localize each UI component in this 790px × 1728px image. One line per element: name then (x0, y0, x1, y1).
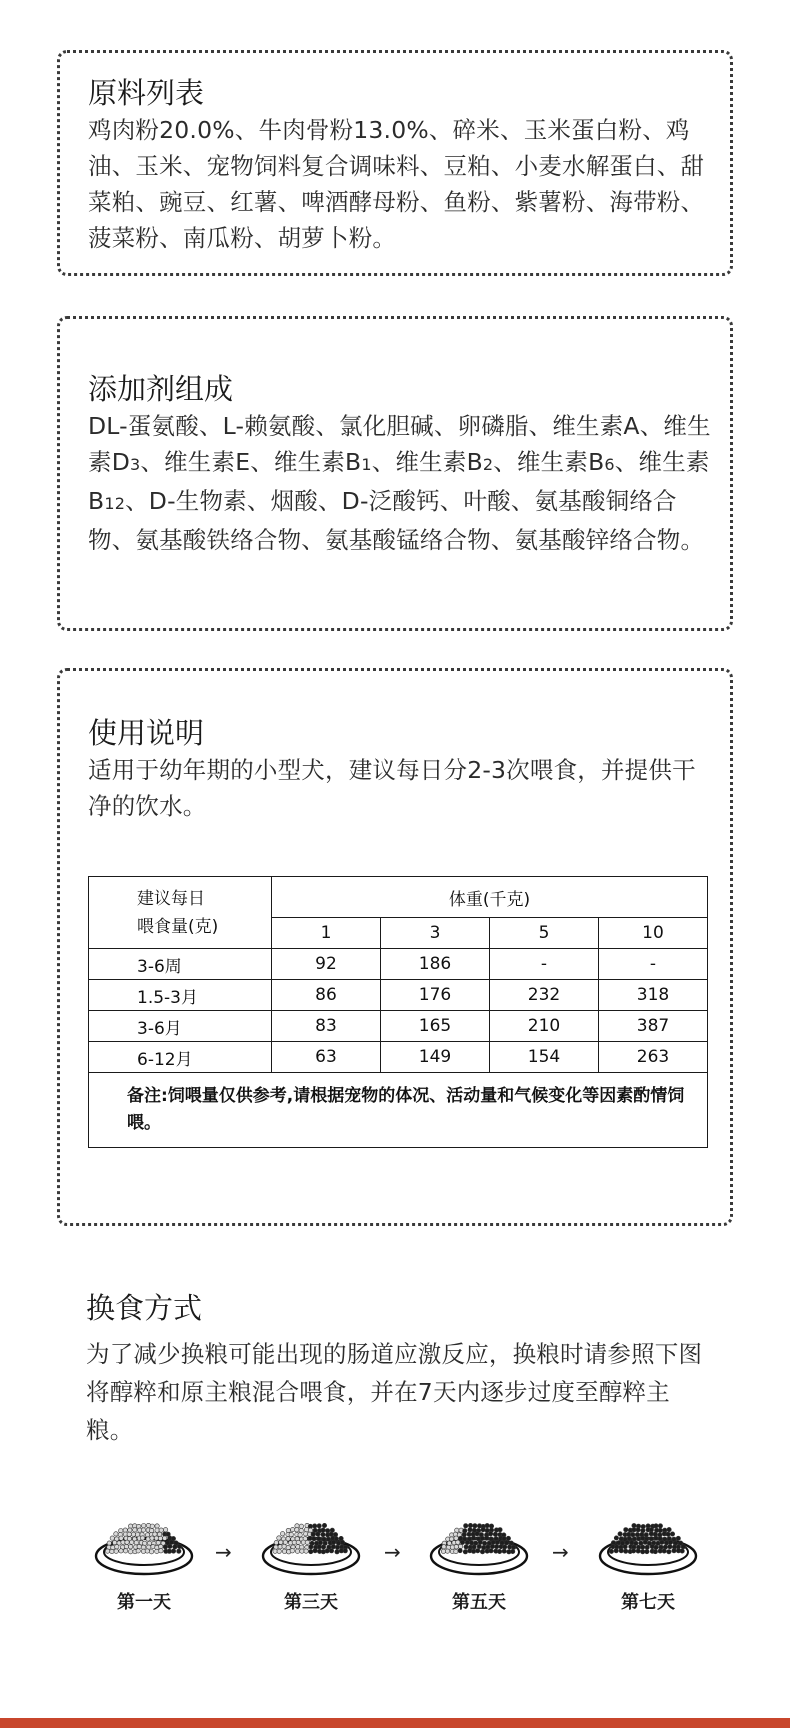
value-cell: 186 (381, 949, 490, 980)
kibble-old (303, 1532, 307, 1536)
kibble-new (654, 1536, 658, 1540)
kibble-new (609, 1549, 613, 1553)
kibble-new (635, 1532, 639, 1536)
kibble-new (490, 1544, 494, 1548)
kibble-new (318, 1541, 322, 1545)
table-note: 备注:饲喂量仅供参考,请根据宠物的体况、活动量和气候变化等因素酌情饲喂。 (89, 1073, 708, 1148)
kibble-old (125, 1540, 129, 1544)
kibble-new (619, 1549, 623, 1553)
additives-text-part: 、维生素B (493, 448, 605, 476)
kibble-new (631, 1532, 635, 1536)
value-cell: 176 (381, 980, 490, 1011)
kibble-old (128, 1550, 132, 1554)
weight-cell: 5 (490, 918, 599, 949)
table-note-row (89, 1073, 708, 1148)
kibble-old (130, 1540, 134, 1544)
transition-title: 换食方式 (86, 1291, 203, 1325)
kibble-new (495, 1540, 499, 1544)
kibble-new (680, 1549, 684, 1553)
kibble-new (312, 1537, 316, 1541)
kibble-new (475, 1532, 479, 1536)
kibble-old (277, 1536, 281, 1540)
kibble-new (482, 1545, 486, 1549)
kibble-old (458, 1544, 462, 1548)
kibble-new (321, 1528, 325, 1532)
ingredients-title: 原料列表 (88, 76, 205, 110)
stage-day-1 (89, 1512, 199, 1614)
additives-text-part: DL-蛋氨酸、L-赖氨酸、氯化胆碱、卵磷脂、维生素A、维生素D (88, 412, 711, 476)
kibble-new (502, 1549, 506, 1553)
kibble-old (119, 1536, 123, 1540)
kibble-old (140, 1536, 144, 1540)
kibble-new (480, 1550, 484, 1554)
kibble-old (295, 1549, 299, 1553)
value-cell: 210 (490, 1011, 599, 1042)
kibble-old (445, 1549, 449, 1553)
kibble-new (672, 1549, 676, 1553)
kibble-old (128, 1524, 132, 1528)
kibble-new (614, 1536, 618, 1540)
kibble-new (623, 1545, 627, 1549)
additives-subscript: 12 (104, 494, 126, 513)
kibble-new (331, 1545, 335, 1549)
kibble-new (497, 1549, 501, 1553)
kibble-old (282, 1544, 286, 1548)
value-cell: 154 (490, 1042, 599, 1073)
table-row (89, 949, 708, 980)
additives-subscript: 2 (482, 455, 494, 474)
kibble-old (298, 1533, 302, 1537)
kibble-new (488, 1532, 492, 1536)
kibble-new (485, 1528, 489, 1532)
kibble-old (163, 1528, 167, 1532)
kibble-new (506, 1536, 510, 1540)
kibble-new (472, 1545, 476, 1549)
stage-label: 第五天 (452, 1592, 506, 1613)
bottom-accent-bar (0, 1718, 790, 1728)
kibble-new (471, 1549, 475, 1553)
value-cell: 86 (272, 980, 381, 1011)
kibble-new (462, 1533, 466, 1537)
kibble-old (110, 1536, 114, 1540)
kibble-new (171, 1549, 175, 1553)
usage-text: 适用于幼年期的小型犬，建议每日分2-3次喂食，并提供干净的饮水。 (88, 756, 696, 820)
kibble-new (498, 1528, 502, 1532)
value-cell: - (599, 949, 708, 980)
additives-text (88, 408, 714, 558)
kibble-new (502, 1536, 506, 1540)
kibble-new (668, 1545, 672, 1549)
food-bowl-icon (427, 1512, 531, 1578)
kibble-old (115, 1545, 119, 1549)
kibble-new (670, 1532, 674, 1536)
kibble-old (290, 1549, 294, 1553)
kibble-new (666, 1532, 670, 1536)
kibble-old (123, 1549, 127, 1553)
kibble-new (322, 1523, 326, 1527)
kibble-new (325, 1529, 329, 1533)
arrow-icon: → (215, 1540, 232, 1564)
kibble-new (464, 1545, 468, 1549)
kibble-old (280, 1532, 284, 1536)
kibble-new (658, 1524, 662, 1528)
kibble-new (468, 1523, 472, 1527)
value-cell: 63 (272, 1042, 381, 1073)
kibble-new (614, 1549, 618, 1553)
kibble-new (321, 1545, 325, 1549)
kibble-old (274, 1540, 278, 1544)
kibble-old (274, 1545, 278, 1549)
kibble-old (286, 1545, 290, 1549)
kibble-old (447, 1541, 451, 1545)
kibble-new (329, 1549, 333, 1553)
kibble-new (173, 1545, 177, 1549)
kibble-old (157, 1532, 161, 1536)
ingredients-text: 鸡肉粉20.0%、牛肉骨粉13.0%、碎米、玉米蛋白粉、鸡油、玉米、宠物饲料复合调味料、豆粕、小麦水解蛋白、甜菜粕、豌豆、红薯、啤酒酵母粉、鱼粉、紫薯粉、海带粉、菠菜粉、南瓜粉、胡萝卜粉。 (88, 116, 705, 252)
stage-day-5 (424, 1512, 534, 1614)
additives-text-part: 、维生素B (371, 448, 483, 476)
kibble-old (277, 1549, 281, 1553)
kibble-new (654, 1524, 658, 1528)
stage-label: 第七天 (621, 1592, 675, 1613)
kibble-old (145, 1549, 149, 1553)
kibble-new (478, 1540, 482, 1544)
kibble-old (107, 1541, 111, 1545)
kibble-new (504, 1541, 508, 1545)
kibble-new (627, 1536, 631, 1540)
kibble-new (167, 1549, 171, 1553)
weight-cell: 3 (381, 918, 490, 949)
kibble-new (340, 1540, 344, 1544)
kibble-new (309, 1549, 313, 1553)
additives-subscript: 6 (604, 455, 615, 474)
kibble-new (465, 1540, 469, 1544)
stage-label: 第一天 (117, 1592, 171, 1613)
kibble-new (493, 1532, 497, 1536)
ingredients-box (57, 50, 733, 276)
kibble-old (114, 1532, 118, 1536)
kibble-old (159, 1544, 163, 1548)
stage-label: 第三天 (284, 1592, 338, 1613)
additives-subscript: 3 (130, 455, 141, 474)
kibble-old (131, 1532, 135, 1536)
kibble-new (485, 1523, 489, 1527)
kibble-old (137, 1544, 141, 1548)
kibble-new (163, 1545, 167, 1549)
kibble-new (482, 1541, 486, 1545)
stage-day-3 (256, 1512, 366, 1614)
weight-header: 体重(千克) (272, 877, 708, 918)
kibble-new (486, 1545, 490, 1549)
kibble-new (317, 1545, 321, 1549)
kibble-new (463, 1550, 467, 1554)
arrow-icon: → (552, 1540, 569, 1564)
kibble-new (485, 1536, 489, 1540)
kibble-new (473, 1524, 477, 1528)
kibble-new (668, 1540, 672, 1544)
usage-box (57, 668, 733, 1226)
additives-text-part: 、D-生物素、烟酸、D-泛酸钙、叶酸、氨基酸铜络合物、氨基酸铁络合物、氨基酸锰络合物、氨基酸锌络合物。 (88, 487, 705, 554)
kibble-new (658, 1528, 662, 1532)
additives-text-part: 、维生素E、维生素B (140, 448, 362, 476)
kibble-new (662, 1549, 666, 1553)
kibble-new (681, 1545, 685, 1549)
kibble-new (460, 1540, 464, 1544)
kibble-old (296, 1540, 300, 1544)
kibble-old (454, 1536, 458, 1540)
kibble-new (332, 1540, 336, 1544)
kibble-old (454, 1549, 458, 1553)
value-cell: - (490, 949, 599, 980)
kibble-new (664, 1541, 668, 1545)
kibble-old (279, 1540, 283, 1544)
kibble-new (653, 1549, 657, 1553)
kibble-old (127, 1532, 131, 1536)
value-cell: 165 (381, 1011, 490, 1042)
kibble-old (158, 1536, 162, 1540)
kibble-old (291, 1527, 295, 1531)
kibble-new (667, 1527, 671, 1531)
kibble-old (273, 1549, 277, 1553)
kibble-new (468, 1528, 472, 1532)
kibble-new (676, 1536, 680, 1540)
kibble-old (134, 1541, 138, 1545)
kibble-old (304, 1549, 308, 1553)
kibble-new (644, 1533, 648, 1537)
kibble-old (454, 1545, 458, 1549)
age-cell: 3-6月 (89, 1011, 272, 1042)
corner-line-2: 喂食量(克) (137, 916, 219, 937)
kibble-new (309, 1545, 313, 1549)
table-row (89, 1011, 708, 1042)
kibble-new (458, 1548, 462, 1552)
value-cell: 83 (272, 1011, 381, 1042)
kibble-old (155, 1524, 159, 1528)
kibble-new (169, 1540, 173, 1544)
kibble-old (282, 1549, 286, 1553)
kibble-old (159, 1549, 163, 1553)
kibble-new (641, 1550, 645, 1554)
feeding-table (88, 876, 708, 1148)
kibble-old (110, 1549, 114, 1553)
kibble-new (653, 1532, 657, 1536)
kibble-old (119, 1549, 123, 1553)
kibble-old (123, 1528, 127, 1532)
kibble-old (456, 1540, 460, 1544)
value-cell: 149 (381, 1042, 490, 1073)
kibble-new (477, 1544, 481, 1548)
kibble-new (624, 1549, 628, 1553)
kibble-new (641, 1545, 645, 1549)
additives-subscript: 1 (361, 455, 372, 474)
kibble-new (503, 1545, 507, 1549)
kibble-new (643, 1540, 647, 1544)
kibble-new (512, 1545, 516, 1549)
value-cell: 263 (599, 1042, 708, 1073)
age-cell: 3-6周 (89, 949, 272, 980)
table-row (89, 1042, 708, 1073)
kibble-old (128, 1528, 132, 1532)
kibble-new (636, 1528, 640, 1532)
age-cell: 6-12月 (89, 1042, 272, 1073)
kibble-old (289, 1532, 293, 1536)
kibble-new (467, 1532, 471, 1536)
food-bowl-icon (259, 1512, 363, 1578)
kibble-old (295, 1528, 299, 1532)
kibble-new (177, 1544, 181, 1548)
kibble-old (150, 1524, 154, 1528)
additives-title: 添加剂组成 (88, 372, 234, 406)
additives-box (57, 316, 733, 631)
kibble-new (168, 1544, 172, 1548)
kibble-old (105, 1549, 109, 1553)
transition-section (86, 1286, 716, 1449)
food-bowl-icon (596, 1512, 700, 1578)
age-cell: 1.5-3月 (89, 980, 272, 1011)
weight-cell: 10 (599, 918, 708, 949)
kibble-old (308, 1528, 312, 1532)
kibble-new (335, 1550, 339, 1554)
kibble-old (300, 1549, 304, 1553)
kibble-new (489, 1549, 493, 1553)
kibble-new (464, 1524, 468, 1528)
kibble-new (636, 1549, 640, 1553)
kibble-new (649, 1532, 653, 1536)
kibble-new (311, 1532, 315, 1536)
kibble-new (645, 1549, 649, 1553)
kibble-new (336, 1541, 340, 1545)
kibble-old (113, 1540, 117, 1544)
kibble-old (155, 1528, 159, 1532)
kibble-new (660, 1540, 664, 1544)
kibble-old (141, 1528, 145, 1532)
value-cell: 387 (599, 1011, 708, 1042)
kibble-new (316, 1532, 320, 1536)
weight-cell: 1 (272, 918, 381, 949)
kibble-old (124, 1544, 128, 1548)
kibble-old (142, 1524, 146, 1528)
kibble-new (507, 1545, 511, 1549)
usage-title: 使用说明 (88, 716, 205, 750)
kibble-old (163, 1536, 167, 1540)
kibble-new (335, 1545, 339, 1549)
kibble-new (313, 1549, 317, 1553)
value-cell: 232 (490, 980, 599, 1011)
kibble-old (136, 1549, 140, 1553)
arrow-icon: → (384, 1540, 401, 1564)
kibble-new (654, 1545, 658, 1549)
kibble-new (313, 1524, 317, 1528)
kibble-new (177, 1549, 181, 1553)
kibble-old (150, 1536, 154, 1540)
kibble-new (321, 1532, 325, 1536)
kibble-new (469, 1541, 473, 1545)
transition-text: 为了减少换粮可能出现的肠道应激反应，换粮时请参照下图将醇粹和原主粮混合喂食，并在7天内逐步过度至醇粹主粮。 (86, 1340, 703, 1444)
kibble-old (283, 1540, 287, 1544)
kibble-old (155, 1549, 159, 1553)
kibble-new (317, 1524, 321, 1528)
kibble-new (649, 1537, 653, 1541)
kibble-old (133, 1528, 137, 1532)
value-cell: 92 (272, 949, 381, 980)
kibble-new (343, 1549, 347, 1553)
kibble-old (114, 1549, 118, 1553)
kibble-new (495, 1544, 499, 1548)
kibble-old (304, 1528, 308, 1532)
food-bowl-icon (92, 1512, 196, 1578)
table-corner-header (89, 877, 272, 949)
kibble-old (442, 1545, 446, 1549)
additives-text-part: 、维生素B (88, 448, 710, 515)
kibble-old (128, 1545, 132, 1549)
kibble-old (149, 1550, 153, 1554)
kibble-new (511, 1549, 515, 1553)
table-header-row (89, 877, 708, 918)
table-row (89, 980, 708, 1011)
kibble-new (481, 1528, 485, 1532)
kibble-new (631, 1549, 635, 1553)
kibble-old (299, 1524, 303, 1528)
kibble-new (476, 1549, 480, 1553)
kibble-new (632, 1523, 636, 1527)
kibble-old (159, 1528, 163, 1532)
kibble-new (645, 1545, 649, 1549)
stage-day-7 (593, 1512, 703, 1614)
kibble-new (632, 1528, 636, 1532)
kibble-old (299, 1528, 303, 1532)
kibble-new (618, 1532, 622, 1536)
value-cell: 318 (599, 980, 708, 1011)
kibble-new (491, 1540, 495, 1544)
kibble-new (624, 1528, 628, 1532)
kibble-new (667, 1550, 671, 1554)
kibble-new (325, 1549, 329, 1553)
corner-line-1: 建议每日 (137, 888, 205, 909)
kibble-old (305, 1540, 309, 1544)
kibble-new (471, 1536, 475, 1540)
